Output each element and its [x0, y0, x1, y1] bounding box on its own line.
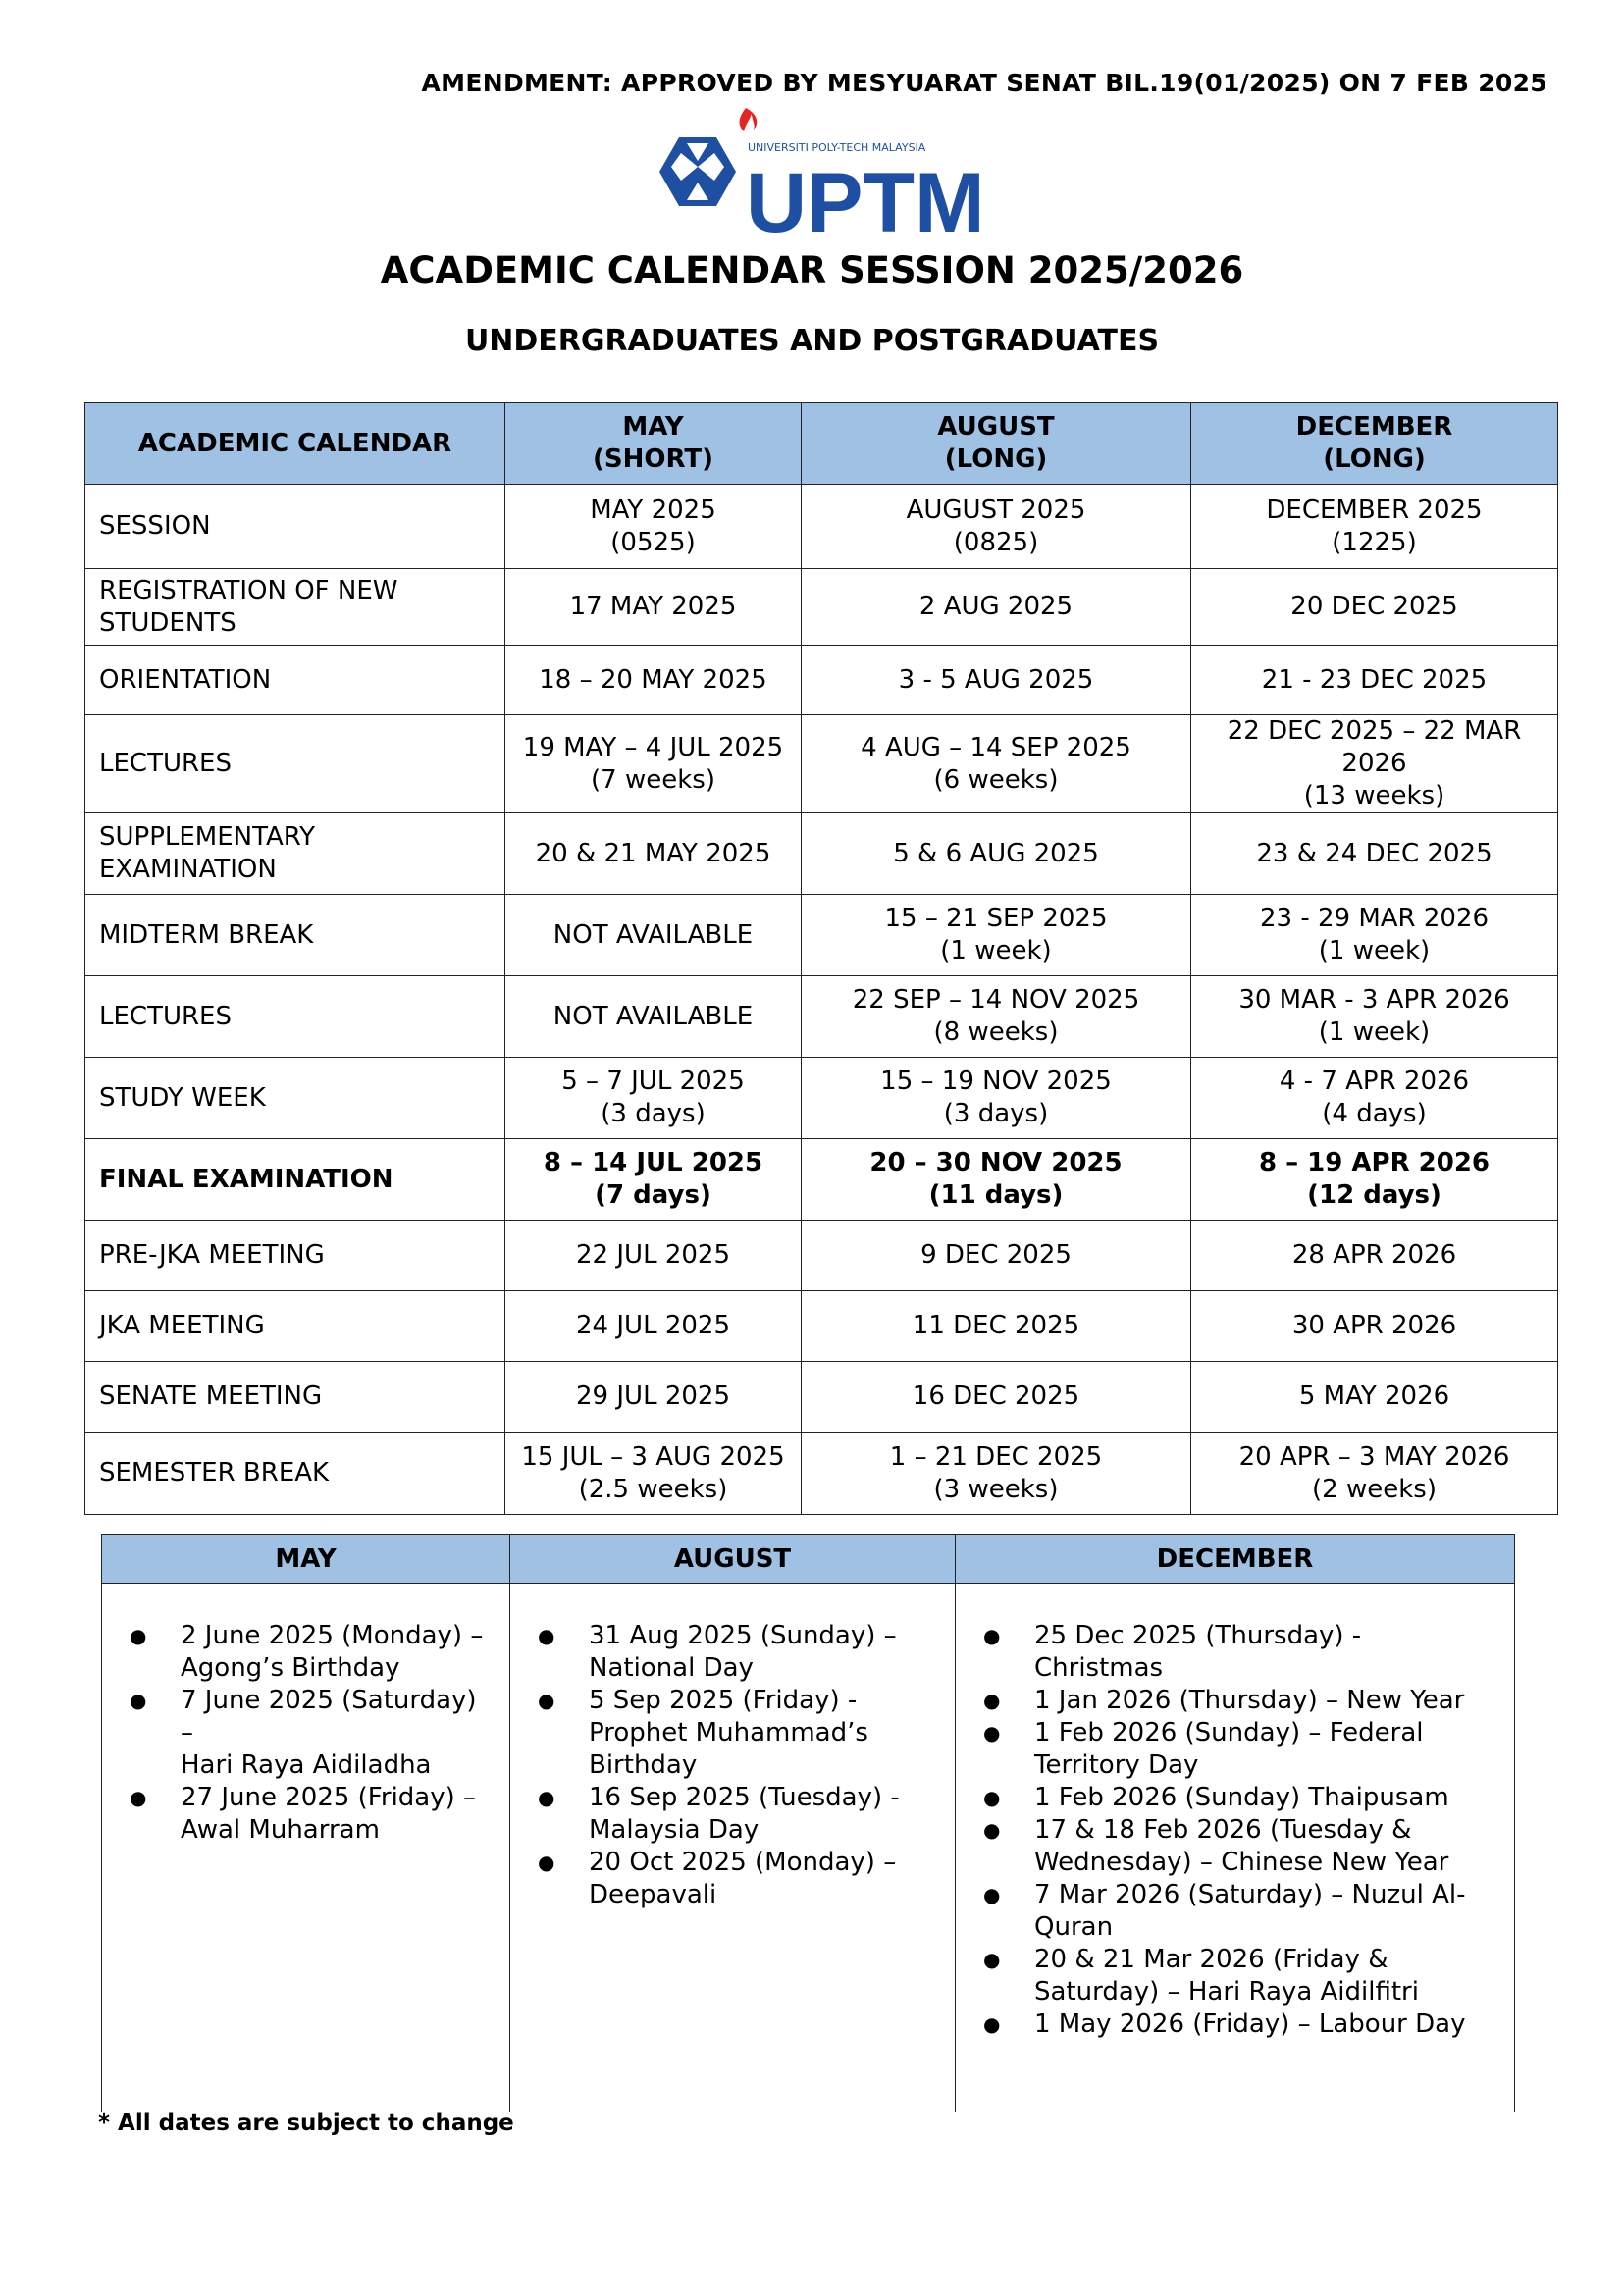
text-line: 20 & 21 MAY 2025 [535, 838, 771, 868]
holiday-list [510, 1584, 955, 1911]
text-line: (11 days) [928, 1180, 1064, 1210]
row-label [85, 569, 505, 646]
text-line: ● 27 June 2025 (Friday) – [181, 1783, 477, 1812]
text-line: (7 weeks) [591, 764, 715, 795]
text-line: 18 – 20 MAY 2025 [539, 664, 767, 695]
row-label [85, 715, 505, 813]
text-line: (SHORT) [593, 444, 713, 474]
calendar-cell [505, 1291, 802, 1362]
calendar-cell [505, 1362, 802, 1433]
text-line: 4 - 7 APR 2026 [1279, 1067, 1470, 1096]
header-academic-calendar [85, 403, 505, 485]
text-line: (3 days) [943, 1099, 1049, 1128]
text-line: 20 – 30 NOV 2025 [869, 1148, 1123, 1177]
calendar-cell [1191, 976, 1558, 1058]
text-line: 1 – 21 DEC 2025 [889, 1441, 1103, 1472]
text-line: MAY 2025 [590, 495, 716, 525]
holiday-item [956, 1944, 1494, 2008]
row-label [85, 1362, 505, 1433]
calendar-cell [802, 1139, 1191, 1221]
header-term-2 [802, 403, 1191, 485]
text-line: ● 20 Oct 2025 (Monday) – [589, 1848, 897, 1877]
text-line: (1 week) [940, 936, 1052, 965]
text-line: 21 - 23 DEC 2025 [1261, 664, 1488, 695]
calendar-row [85, 1139, 1558, 1221]
holidays-body-row [102, 1584, 1515, 2112]
calendar-row [85, 715, 1558, 813]
text-line: SENATE MEETING [99, 1382, 323, 1411]
calendar-cell [1191, 646, 1558, 715]
calendar-cell [802, 715, 1191, 813]
logo-wordmark: UPTM [746, 156, 985, 250]
text-line: Hari Raya Aidiladha [181, 1750, 432, 1780]
calendar-cell [505, 485, 802, 569]
row-label [85, 813, 505, 895]
calendar-cell [1191, 1291, 1558, 1362]
header-term-1 [505, 403, 802, 485]
calendar-cell [1191, 1058, 1558, 1139]
text-line: SESSION [99, 511, 211, 541]
calendar-row [85, 485, 1558, 569]
text-line: AUGUST [937, 412, 1055, 442]
text-line: (13 weeks) [1303, 781, 1445, 810]
calendar-cell [802, 1291, 1191, 1362]
text-line: (1 week) [1318, 936, 1431, 965]
holiday-list [956, 1584, 1514, 2041]
text-line: STUDENTS [99, 607, 236, 638]
calendar-cell [802, 646, 1191, 715]
calendar-cell [1191, 485, 1558, 569]
text-line: ● 1 Feb 2026 (Sunday) Thaipusam [1034, 1783, 1449, 1812]
calendar-cell [505, 1058, 802, 1139]
text-line: NOT AVAILABLE [552, 919, 754, 950]
text-line: 15 JUL – 3 AUG 2025 [521, 1441, 785, 1472]
text-line: SEMESTER BREAK [99, 1458, 330, 1487]
text-line: (3 weeks) [933, 1474, 1059, 1504]
logo-flame-icon [740, 108, 758, 131]
text-line: 30 MAR - 3 APR 2026 [1238, 985, 1510, 1015]
text-line: 23 & 24 DEC 2025 [1256, 838, 1493, 868]
text-line: 30 APR 2026 [1291, 1311, 1457, 1340]
amendment-note: AMENDMENT: APPROVED BY MESYUARAT SENAT BIL.19(01/2025) ON 7 FEB 2025 [421, 69, 1547, 97]
text-line: 24 JUL 2025 [576, 1311, 730, 1340]
calendar-cell [1191, 895, 1558, 976]
text-line: 20 APR – 3 MAY 2026 [1238, 1441, 1510, 1472]
text-line: 16 DEC 2025 [912, 1382, 1080, 1411]
holiday-item [510, 1782, 935, 1847]
calendar-cell [1191, 1362, 1558, 1433]
footnote: * All dates are subject to change [98, 2111, 514, 2136]
academic-calendar-table [84, 402, 1558, 1515]
text-line: (6 weeks) [933, 764, 1059, 795]
calendar-cell [505, 1139, 802, 1221]
calendar-cell [505, 646, 802, 715]
calendar-cell [505, 813, 802, 895]
text-line: LECTURES [99, 749, 232, 778]
calendar-row [85, 895, 1558, 976]
text-line: Wednesday) – Chinese New Year [1034, 1848, 1449, 1877]
calendar-cell [802, 976, 1191, 1058]
text-line: 22 SEP – 14 NOV 2025 [852, 985, 1140, 1015]
calendar-cell [1191, 1221, 1558, 1291]
text-line: (1225) [1332, 527, 1417, 557]
calendar-row [85, 1058, 1558, 1139]
calendar-cell [1191, 813, 1558, 895]
text-line: FINAL EXAMINATION [99, 1164, 393, 1194]
holiday-item [956, 1717, 1494, 1782]
calendar-row [85, 1291, 1558, 1362]
text-line: ● 25 Dec 2025 (Thursday) - Christmas [1034, 1621, 1362, 1683]
holiday-item [510, 1685, 935, 1782]
text-line: SUPPLEMENTARY EXAMINATION [99, 822, 316, 884]
holiday-item [102, 1620, 490, 1685]
holiday-item [956, 1814, 1494, 1879]
calendar-cell [802, 1433, 1191, 1515]
calendar-cell [505, 1221, 802, 1291]
holiday-item [510, 1847, 935, 1911]
row-label [85, 1221, 505, 1291]
calendar-cell [802, 1221, 1191, 1291]
holiday-header-1: AUGUST [510, 1535, 956, 1584]
text-line: 22 JUL 2025 [576, 1240, 730, 1270]
text-line: (3 days) [601, 1099, 706, 1128]
calendar-cell [802, 1362, 1191, 1433]
row-label [85, 1058, 505, 1139]
text-line: NOT AVAILABLE [552, 1001, 754, 1031]
text-line: 17 MAY 2025 [569, 592, 737, 621]
text-line: Awal Muharram [181, 1815, 380, 1845]
text-line: 8 – 19 APR 2026 [1258, 1148, 1491, 1177]
holiday-item [956, 1782, 1494, 1814]
text-line: 15 – 21 SEP 2025 [884, 904, 1108, 933]
text-line: (LONG) [1323, 444, 1426, 474]
calendar-cell [505, 569, 802, 646]
calendar-cell [505, 976, 802, 1058]
calendar-cell [505, 895, 802, 976]
text-line: Deepavali [589, 1880, 717, 1909]
text-line: 23 - 29 MAR 2026 [1259, 904, 1490, 933]
text-line: ● 7 Mar 2026 (Saturday) – Nuzul Al- [1034, 1880, 1466, 1909]
row-label [85, 1291, 505, 1362]
text-line: 2 AUG 2025 [918, 592, 1074, 621]
holiday-item [102, 1782, 490, 1847]
calendar-cell [802, 813, 1191, 895]
row-label [85, 646, 505, 715]
text-line: 15 – 19 NOV 2025 [880, 1067, 1112, 1096]
text-line: 28 APR 2026 [1291, 1240, 1457, 1270]
text-line: REGISTRATION OF NEW [99, 575, 398, 605]
public-holidays-table [101, 1534, 1515, 2112]
row-label [85, 1433, 505, 1515]
text-line: (0825) [953, 527, 1039, 557]
text-line: (1 week) [1318, 1017, 1431, 1047]
text-line: ● 31 Aug 2025 (Sunday) – [589, 1621, 897, 1650]
row-label [85, 1139, 505, 1221]
holiday-item [510, 1620, 935, 1685]
text-line: ACADEMIC CALENDAR [137, 428, 452, 458]
logo-tagline: UNIVERSITI POLY-TECH MALAYSIA [748, 141, 926, 154]
calendar-cell [1191, 569, 1558, 646]
text-line: 5 MAY 2026 [1298, 1382, 1450, 1411]
calendar-cell [1191, 1433, 1558, 1515]
text-line: ● 20 & 21 Mar 2026 (Friday & [1034, 1945, 1388, 1974]
text-line: (LONG) [944, 444, 1048, 474]
text-line: (4 days) [1322, 1099, 1427, 1128]
text-line: (2 weeks) [1312, 1474, 1437, 1504]
text-line: 19 MAY – 4 JUL 2025 [522, 732, 784, 762]
uptm-logo [630, 106, 1003, 253]
text-line: Prophet Muhammad’s [589, 1718, 868, 1747]
text-line: ● 5 Sep 2025 (Friday) - [589, 1686, 858, 1715]
holiday-list [102, 1584, 509, 1847]
text-line: Birthday [589, 1750, 698, 1780]
holiday-list-cell [102, 1584, 510, 2112]
calendar-cell [1191, 1139, 1558, 1221]
text-line: 20 DEC 2025 [1290, 592, 1458, 621]
text-line: (0525) [610, 527, 696, 557]
holiday-list-cell [956, 1584, 1515, 2112]
holiday-item [956, 1879, 1494, 1944]
calendar-row [85, 1362, 1558, 1433]
calendar-cell [1191, 715, 1558, 813]
holiday-header-0: MAY [102, 1535, 510, 1584]
text-line: MIDTERM BREAK [99, 919, 314, 950]
calendar-cell [505, 1433, 802, 1515]
row-label [85, 895, 505, 976]
calendar-cell [802, 485, 1191, 569]
text-line: 5 & 6 AUG 2025 [893, 838, 1099, 868]
text-line: National Day [589, 1653, 754, 1683]
page-title: ACADEMIC CALENDAR SESSION 2025/2026 [380, 249, 1244, 291]
text-line: Quran [1034, 1912, 1114, 1942]
text-line: PRE-JKA MEETING [99, 1240, 325, 1270]
holiday-header-2: DECEMBER [956, 1535, 1515, 1584]
holiday-item [956, 1620, 1494, 1685]
text-line: (8 weeks) [933, 1017, 1059, 1047]
calendar-row [85, 569, 1558, 646]
text-line: 4 AUG – 14 SEP 2025 [861, 732, 1131, 762]
text-line: 29 JUL 2025 [576, 1382, 730, 1411]
calendar-header-row [85, 403, 1558, 485]
text-line: 9 DEC 2025 [920, 1240, 1072, 1270]
text-line: ● 1 May 2026 (Friday) – Labour Day [1034, 2009, 1466, 2039]
calendar-row [85, 1221, 1558, 1291]
page-subtitle: UNDERGRADUATES AND POSTGRADUATES [464, 324, 1160, 358]
holiday-item [956, 1685, 1494, 1717]
text-line: ● 2 June 2025 (Monday) – [181, 1621, 484, 1650]
text-line: 5 – 7 JUL 2025 [561, 1067, 745, 1096]
text-line: LECTURES [99, 1001, 232, 1031]
text-line: 3 - 5 AUG 2025 [898, 664, 1094, 695]
text-line: Malaysia Day [589, 1815, 760, 1845]
text-line: ● 17 & 18 Feb 2026 (Tuesday & [1034, 1815, 1412, 1845]
text-line: (12 days) [1307, 1180, 1441, 1210]
text-line: JKA MEETING [99, 1311, 265, 1340]
text-line: (2.5 weeks) [578, 1474, 728, 1504]
text-line: Territory Day [1034, 1750, 1199, 1780]
text-line: MAY [622, 412, 684, 442]
text-line: 11 DEC 2025 [912, 1311, 1080, 1340]
calendar-row [85, 976, 1558, 1058]
row-label [85, 976, 505, 1058]
text-line: ● 7 June 2025 (Saturday) – [181, 1686, 477, 1747]
text-line: DECEMBER 2025 [1266, 495, 1483, 525]
header-term-3 [1191, 403, 1558, 485]
calendar-cell [802, 1058, 1191, 1139]
holiday-item [956, 2008, 1494, 2041]
text-line: 8 – 14 JUL 2025 [543, 1148, 763, 1177]
holiday-item [102, 1685, 490, 1782]
calendar-row [85, 1433, 1558, 1515]
text-line: ● 1 Feb 2026 (Sunday) – Federal [1034, 1718, 1424, 1747]
calendar-cell [802, 569, 1191, 646]
text-line: STUDY WEEK [99, 1082, 266, 1113]
calendar-cell [505, 715, 802, 813]
text-line: Agong’s Birthday [181, 1653, 400, 1683]
text-line: ● 1 Jan 2026 (Thursday) – New Year [1034, 1686, 1465, 1715]
calendar-cell [802, 895, 1191, 976]
text-line: (7 days) [595, 1180, 711, 1210]
logo-emblem-icon [659, 137, 736, 206]
text-line: 22 DEC 2025 – 22 MAR 2026 [1227, 716, 1522, 778]
holiday-list-cell [510, 1584, 956, 2112]
text-line: ● 16 Sep 2025 (Tuesday) - [589, 1783, 900, 1812]
holidays-header-row [102, 1535, 1515, 1584]
calendar-row [85, 813, 1558, 895]
calendar-row [85, 646, 1558, 715]
text-line: DECEMBER [1295, 412, 1453, 442]
text-line: AUGUST 2025 [906, 495, 1086, 525]
text-line: ORIENTATION [99, 664, 272, 695]
row-label [85, 485, 505, 569]
text-line: Saturday) – Hari Raya Aidilfitri [1034, 1977, 1419, 2007]
